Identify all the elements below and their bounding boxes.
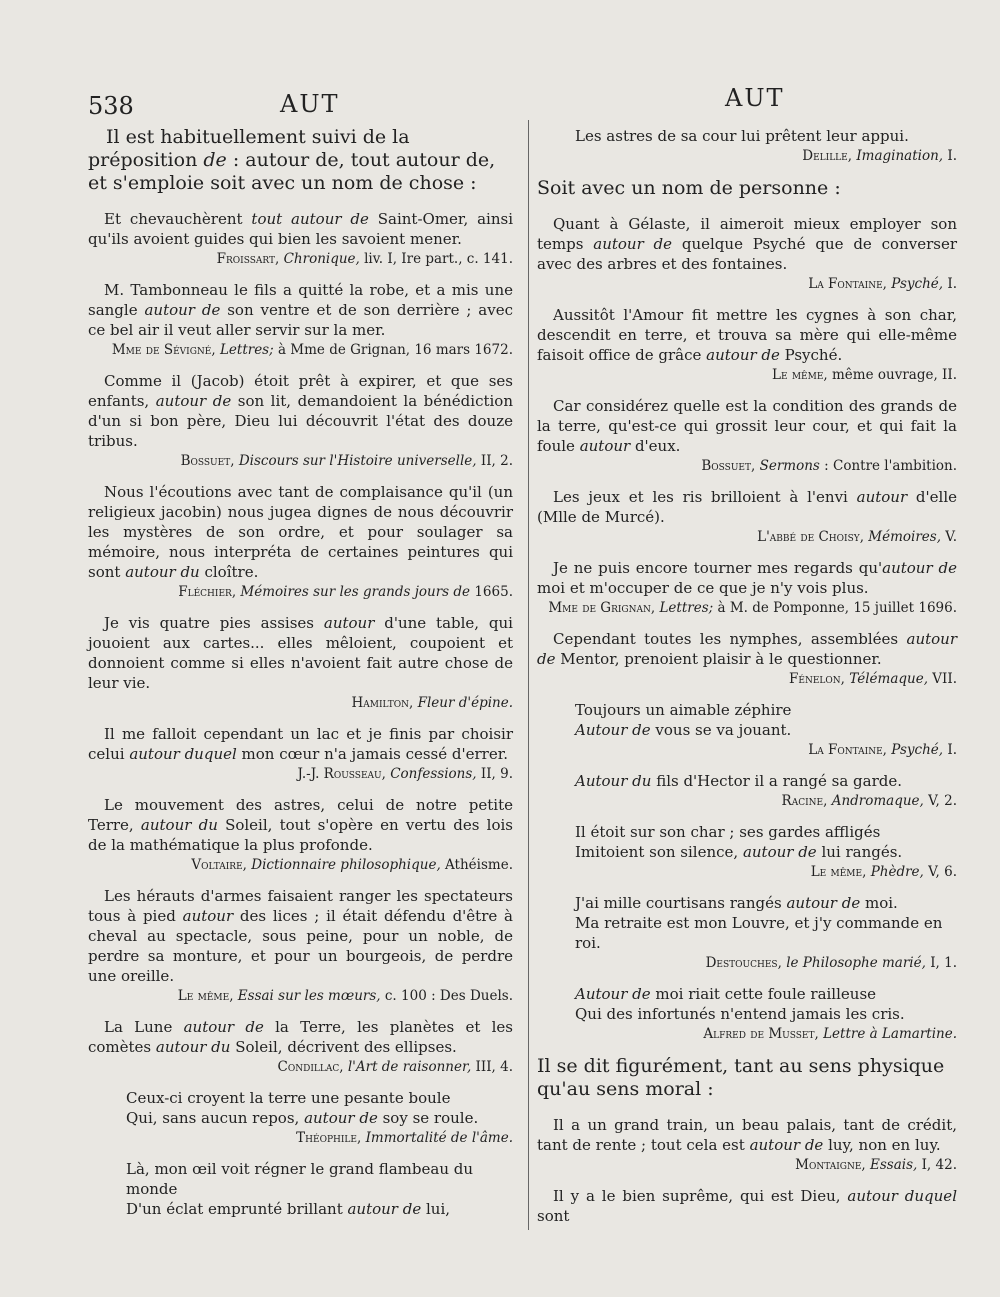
keyword: autour du: [155, 1038, 231, 1056]
citation-author: Racine: [781, 793, 824, 809]
text-run: Comme il (Jacob) étoit prêt à expirer, et que ses enfants,: [88, 372, 513, 410]
text-run: Mentor, prenoient plaisir à le questionner.: [555, 650, 882, 668]
quotation: [537, 558, 957, 598]
text-run: Car considérez quelle est la condition des grands de la terre, qu'est-ce qui grossit leur cour, et qui fait la foule: [537, 397, 957, 455]
citation-sep: ,: [650, 600, 660, 616]
text-run: vous se va jouant.: [650, 721, 792, 739]
text-run: d'une table, qui jouoient aux cartes... elles mêloient, coupoient et donnoient comme si elles n'avoient fait autre chose de leur vie.: [88, 614, 513, 692]
text-run: cloître.: [199, 563, 259, 581]
citation-work: Mémoires,: [868, 529, 942, 545]
citation-work: Télémaque,: [849, 671, 928, 687]
citation-sep: ,: [230, 453, 239, 469]
text-run: lui,: [421, 1200, 451, 1218]
quotation: [88, 482, 513, 582]
text-run: Toujours un aimable zéphire: [575, 701, 792, 719]
citation-ref: Athéisme.: [440, 857, 513, 873]
citation-work: Psyché,: [891, 276, 944, 292]
citation-work: Andromaque,: [831, 793, 924, 809]
citation-ref: I, 42.: [917, 1157, 957, 1173]
citation-sep: ,: [882, 276, 892, 292]
keyword: autour: [579, 437, 631, 455]
citation-author: Montaigne: [795, 1157, 862, 1173]
citation-sep: ,: [859, 529, 869, 545]
quotation: [537, 396, 957, 456]
text-run: Aussitôt l'Amour fit mettre les cygnes à son char, descendit en terre, et trouva sa mère qui elle-même faisoit office de grâce: [537, 306, 957, 364]
citation-sep: ,: [275, 251, 284, 267]
citation: [88, 583, 513, 601]
citation-sep: ,: [751, 458, 760, 474]
keyword: autour de: [882, 559, 957, 577]
text-run: Cependant toutes les nymphes, assemblées: [553, 630, 907, 648]
citation-ref: II, 9.: [476, 766, 513, 782]
quotation: [88, 209, 513, 249]
citation-ref: II, 2.: [476, 453, 513, 469]
quotation: [537, 305, 957, 365]
text-run: Les hérauts d'armes faisaient ranger les spectateurs tous à pied: [88, 887, 513, 925]
quotation: [537, 214, 957, 274]
citation-work: Discours sur l'Histoire universelle,: [238, 453, 477, 469]
citation-author: Le même: [810, 864, 863, 880]
citation: [537, 741, 957, 759]
citation-sep: ,: [862, 864, 871, 880]
citation-sep: ,: [823, 367, 832, 383]
text-run: Je ne puis encore tourner mes regards qu': [553, 559, 883, 577]
text-run: La Lune: [104, 1018, 184, 1036]
text-run: Le mouvement des astres, celui de notre petite Terre,: [88, 796, 513, 834]
text-run: fils d'Hector il a rangé sa garde.: [651, 772, 903, 790]
citation-work: Lettre à Lamartine.: [823, 1026, 957, 1042]
text-run: d'elle (Mlle de Murcé).: [537, 488, 957, 526]
citation-work: Phèdre,: [870, 864, 924, 880]
citation: [88, 694, 513, 712]
verse-line: [575, 842, 957, 862]
verse-line: [575, 771, 957, 791]
citation-ref: V.: [941, 529, 957, 545]
citation: [88, 856, 513, 874]
citation-ref: c. 100 : Des Duels.: [380, 988, 513, 1004]
citation: [537, 1156, 957, 1174]
citation-work: Lettres;: [219, 342, 274, 358]
citation-author: Le même: [772, 367, 824, 383]
verse-quotation: [575, 984, 957, 1024]
quotation: [88, 371, 513, 451]
citation-ref: à M. de Pomponne, 15 juillet 1696.: [713, 600, 957, 616]
citation-author: Mme de Grignan: [548, 600, 651, 616]
keyword: autour de: [537, 630, 957, 668]
citation-author: Destouches: [705, 955, 778, 971]
quotation: [88, 886, 513, 986]
citation-ref: : Contre l'ambition.: [819, 458, 957, 474]
citation-work: Essais,: [870, 1157, 918, 1173]
keyword: autour: [182, 907, 234, 925]
text-run: Ceux-ci croyent la terre une pesante boule: [126, 1089, 451, 1107]
text-run: Psyché.: [779, 346, 843, 364]
text-run: Il étoit sur son char ; ses gardes affligés: [575, 823, 881, 841]
right-entries: [537, 126, 957, 1236]
quotation: [88, 613, 513, 693]
citation-ref: I.: [943, 276, 957, 292]
citation: [88, 250, 513, 268]
citation-sep: ,: [847, 148, 857, 164]
verse-line: [126, 1199, 513, 1219]
keyword: autour duquel: [847, 1187, 957, 1205]
citation-sep: ,: [356, 1130, 366, 1146]
verse-line: [575, 822, 957, 842]
citation-author: Le même: [177, 988, 230, 1004]
column-divider: [528, 120, 529, 1230]
citation-author: Bossuet: [180, 453, 231, 469]
quotation: [88, 795, 513, 855]
verse-quotation: [575, 822, 957, 862]
keyword: autour: [323, 614, 375, 632]
text-run: quelque Psyché que de converser avec des arbres et des fontaines.: [537, 235, 957, 273]
text-run: Soleil, décrivent des ellipses.: [230, 1038, 457, 1056]
citation: [537, 863, 957, 881]
text-run: Je vis quatre pies assises: [104, 614, 324, 632]
citation: [537, 1025, 957, 1043]
text-run: moi.: [860, 894, 898, 912]
citation-ref: liv. I, Ire part., c. 141.: [359, 251, 513, 267]
text-run: J'ai mille courtisans rangés: [575, 894, 787, 912]
citation-author: Mme de Sévigné: [111, 342, 212, 358]
section-intro: Il se dit figurément, tant au sens physique qu'au sens moral :: [537, 1055, 945, 1100]
text-run: moi et m'occuper de ce que je n'y vois plus.: [537, 579, 869, 597]
citation-ref: V, 6.: [923, 864, 957, 880]
text-run: Les astres de sa cour lui prêtent leur appui.: [575, 127, 909, 145]
citation-author: Condillac: [277, 1059, 340, 1075]
citation: [88, 987, 513, 1005]
section-intro: Il est habituellement suivi de la préposition de : autour de, tout autour de, et s'emploie soit avec un nom de chose :: [88, 126, 496, 194]
keyword: autour de: [706, 346, 780, 364]
text-run: des lices ; il était défendu d'être à cheval au spectacle, sous peine, pour un noble, de perdre sa monture, et pour un bourgeois, de perdre une oreille.: [88, 907, 513, 985]
verse-line: [575, 1004, 957, 1024]
right-column: [537, 126, 957, 1236]
quotation: [537, 629, 957, 669]
citation-author: Théophile: [296, 1130, 357, 1146]
keyword: autour de: [593, 235, 673, 253]
citation: [88, 765, 513, 783]
text-run: la Terre, les planètes et les comètes: [88, 1018, 513, 1056]
citation-author: Hamilton: [351, 695, 410, 711]
citation: [88, 1129, 513, 1147]
verse-line: [126, 1088, 513, 1108]
text-run: Qui, sans aucun repos,: [126, 1109, 305, 1127]
keyword: autour: [856, 488, 908, 506]
citation-author: Froissart: [216, 251, 275, 267]
citation-ref: I.: [943, 742, 957, 758]
citation: [537, 792, 957, 810]
text-run: Il a un grand train, un beau palais, tant de crédit, tant de rente ; tout cela est: [537, 1116, 957, 1154]
citation: [537, 670, 957, 688]
citation-ref: V, 2.: [923, 793, 957, 809]
verse-line: [126, 1108, 513, 1128]
citation: [88, 341, 513, 359]
text-run: lui rangés.: [816, 843, 903, 861]
citation: [537, 275, 957, 293]
citation-work: Lettres;: [659, 600, 714, 616]
section-intro: Soit avec un nom de personne :: [537, 177, 841, 199]
keyword: autour de: [304, 1109, 378, 1127]
text-run: Qui des infortunés n'entend jamais les cris.: [575, 1005, 905, 1023]
citation-author: Fléchier: [178, 584, 232, 600]
citation: [88, 1058, 513, 1076]
citation: [537, 528, 957, 546]
citation-work: Imagination,: [856, 148, 944, 164]
citation-sep: ,: [211, 342, 220, 358]
text-run: Ma retraite est mon Louvre, et j'y commande en roi.: [575, 914, 943, 952]
verse-line: [575, 720, 957, 740]
citation-ref: à Mme de Grignan, 16 mars 1672.: [273, 342, 513, 358]
verse-line: [575, 700, 957, 720]
page-number: 538: [88, 92, 134, 120]
text-run: son ventre et de son derrière ; avec ce bel air il veut aller servir sur la mer.: [88, 301, 513, 339]
verse-line: [575, 984, 957, 1004]
keyword: autour de: [183, 1018, 264, 1036]
keyword: autour de: [742, 843, 817, 861]
text-run: mon cœur n'a jamais cessé d'errer.: [236, 745, 509, 763]
citation-sep: ,: [840, 671, 850, 687]
verse-line: [575, 126, 957, 146]
text-run: Nous l'écoutions avec tant de complaisance qu'il (un religieux jacobin) nous jugea dignes de nous découvrir les mystères de son ordre, et pour soulager sa mémoire, nous interpréta de certaines peintures qui sont: [88, 483, 513, 581]
keyword: autour du: [140, 816, 218, 834]
citation-author: Voltaire: [191, 857, 243, 873]
citation-sep: ,: [823, 793, 832, 809]
keyword: autour de: [786, 894, 861, 912]
citation-sep: ,: [242, 857, 252, 873]
running-head-right: AUT: [725, 84, 785, 112]
citation-ref: I.: [943, 148, 957, 164]
citation: [537, 954, 957, 972]
text-run: Là, mon œil voit régner le grand flambeau du monde: [126, 1160, 474, 1198]
verse-quotation: [126, 1088, 513, 1128]
citation-sep: ,: [339, 1059, 348, 1075]
text-run: Saint-Omer, ainsi qu'ils avoient guides qui bien les savoient mener.: [88, 210, 513, 248]
citation-work: Psyché,: [891, 742, 944, 758]
text-run: Les jeux et les ris brilloient à l'envi: [553, 488, 857, 506]
keyword: autour du: [125, 563, 200, 581]
left-column: [88, 126, 513, 1229]
citation-ref: VII.: [928, 671, 957, 687]
keyword: Autour de: [575, 721, 651, 739]
citation-work: Essai sur les mœurs,: [237, 988, 381, 1004]
citation: [537, 366, 957, 384]
citation-work: Chronique,: [283, 251, 360, 267]
text-run: M. Tambonneau le fils a quitté la robe, et a mis une sangle: [88, 281, 513, 319]
keyword: autour de: [144, 301, 221, 319]
citation-author: La Fontaine: [808, 276, 883, 292]
citation-sep: ,: [861, 1157, 871, 1173]
citation-work: Fleur d'épine.: [417, 695, 513, 711]
citation-author: L'abbé de Choisy: [757, 529, 860, 545]
citation-work: Dictionnaire philosophique,: [251, 857, 441, 873]
verse-quotation: [126, 1159, 513, 1219]
citation-author: Delille: [802, 148, 848, 164]
citation-sep: ,: [777, 955, 787, 971]
citation-ref: 1665.: [470, 584, 513, 600]
verse-quotation: [575, 126, 957, 146]
citation-work: l'Art de raisonner,: [347, 1059, 472, 1075]
text-run: soy se roule.: [377, 1109, 479, 1127]
citation-author: Alfred de Musset: [703, 1026, 815, 1042]
citation-work: le Philosophe marié,: [786, 955, 926, 971]
citation: [537, 457, 957, 475]
left-entries: [88, 209, 513, 1229]
text-run: Soleil, tout s'opère en vertu des lois de la mathématique la plus profonde.: [88, 816, 513, 854]
keyword: autour de: [155, 392, 232, 410]
citation-sep: ,: [381, 766, 391, 782]
text-run: Imitoient son silence,: [575, 843, 743, 861]
keyword: Autour du: [575, 772, 652, 790]
citation-author: Fénelon: [789, 671, 841, 687]
text-run: luy, non en luy.: [823, 1136, 941, 1154]
text-run: Et chevauchèrent: [104, 210, 252, 228]
citation-work: Immortalité de l'âme.: [365, 1130, 513, 1146]
citation: [537, 599, 957, 617]
citation-sep: ,: [231, 584, 241, 600]
running-head-left: AUT: [280, 90, 340, 118]
citation-sep: ,: [814, 1026, 824, 1042]
keyword: autour de: [347, 1200, 422, 1218]
quotation: [537, 1115, 957, 1155]
quotation: [537, 487, 957, 527]
verse-line: [126, 1159, 513, 1199]
text-run: Il me falloit cependant un lac et je finis par choisir celui: [88, 725, 513, 763]
citation-work: Sermons: [759, 458, 820, 474]
quotation: [88, 1017, 513, 1057]
text-run: son lit, demandoient la bénédiction d'un si bon père, Dieu lui découvrit l'état des douze tribus.: [88, 392, 513, 450]
citation-author: Bossuet: [701, 458, 752, 474]
citation: [537, 147, 957, 165]
text-run: Il y a le bien suprême, qui est Dieu,: [553, 1187, 848, 1205]
keyword: tout autour de: [251, 210, 369, 228]
keyword: Autour de: [575, 985, 651, 1003]
citation-ref: III, 4.: [471, 1059, 513, 1075]
citation-work: Mémoires sur les grands jours de: [240, 584, 471, 600]
text-run: Quant à Gélaste, il aimeroit mieux employer son temps: [537, 215, 957, 253]
citation-author: J.-J. Rousseau: [297, 766, 382, 782]
citation-sep: ,: [409, 695, 418, 711]
citation: [88, 452, 513, 470]
keyword: autour de: [749, 1136, 824, 1154]
citation-sep: ,: [229, 988, 238, 1004]
verse-line: [575, 893, 957, 913]
quotation: [88, 280, 513, 340]
citation-work: Confessions,: [390, 766, 477, 782]
citation-author: La Fontaine: [808, 742, 883, 758]
verse-quotation: [575, 771, 957, 791]
quotation: [88, 724, 513, 764]
verse-line: [575, 913, 957, 953]
verse-quotation: [575, 893, 957, 953]
citation-ref: I, 1.: [925, 955, 957, 971]
verse-quotation: [575, 700, 957, 740]
citation-sep: ,: [882, 742, 892, 758]
text-run: sont: [537, 1207, 570, 1225]
citation-ref: même ouvrage, II.: [832, 367, 957, 383]
text-run: moi riait cette foule railleuse: [650, 985, 877, 1003]
text-run: d'eux.: [630, 437, 681, 455]
keyword: autour duquel: [129, 745, 237, 763]
quotation: [537, 1186, 957, 1226]
text-run: D'un éclat emprunté brillant: [126, 1200, 348, 1218]
